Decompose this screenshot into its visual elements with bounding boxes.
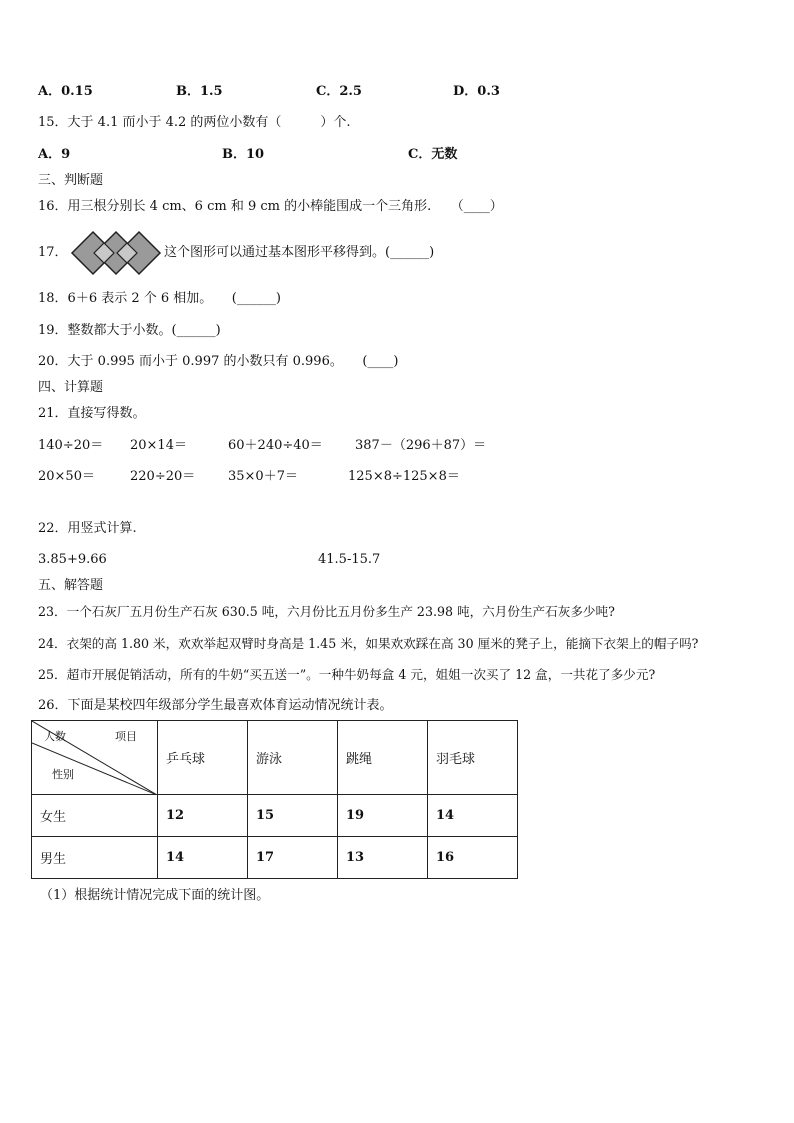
q15-option-c: C．无数 (408, 147, 458, 162)
table-cell: 19 (338, 795, 428, 837)
q14-option-c: C．2.5 (316, 84, 362, 99)
q17-text: 这个图形可以通过基本图形平移得到。(______) (164, 245, 435, 260)
q21-r2c4: 125×8÷125×8＝ (348, 469, 460, 484)
q21-r1c3: 60＋240÷40＝ (228, 438, 323, 453)
q18-text: 18．6＋6 表示 2 个 6 相加。 (______) (38, 291, 281, 306)
table-cell: 14 (428, 795, 518, 837)
q14-option-b: B．1.5 (176, 84, 223, 99)
q21-r2c1: 20×50＝ (38, 469, 95, 484)
header-gender-label: 性别 (52, 768, 74, 781)
q26-title: 26．下面是某校四年级部分学生最喜欢体育运动情况统计表。 (38, 698, 393, 713)
q14-option-d: D．0.3 (453, 84, 500, 99)
table-cell: 13 (338, 837, 428, 879)
q21-r1c1: 140÷20＝ (38, 438, 104, 453)
table-cell: 14 (158, 837, 248, 879)
q15-text: 15．大于 4.1 而小于 4.2 的两位小数有（ ）个. (38, 115, 351, 130)
column-header: 跳绳 (338, 721, 428, 795)
q21-r2c2: 220÷20＝ (130, 469, 196, 484)
section-4-heading: 四、计算题 (38, 380, 104, 395)
column-header: 游泳 (248, 721, 338, 795)
q21-r1c4: 387－（296＋87）＝ (355, 438, 487, 453)
table-cell: 12 (158, 795, 248, 837)
q20-text: 20．大于 0.995 而小于 0.997 的小数只有 0.996。 (____) (38, 354, 399, 369)
table-row (32, 837, 518, 879)
q15-option-a: A．9 (38, 147, 71, 162)
q17-number: 17． (38, 245, 68, 260)
section-5-heading: 五、解答题 (38, 578, 104, 593)
column-header: 羽毛球 (428, 721, 518, 795)
q23-text: 23．一个石灰厂五月份生产石灰 630.5 吨，六月份比五月份多生产 23.98 吨，六月份生产石灰多少吨? (38, 604, 615, 619)
table-header-row (32, 721, 518, 795)
section-3-heading: 三、判断题 (38, 173, 104, 188)
table-cell: 17 (248, 837, 338, 879)
sports-statistics-table (31, 720, 518, 879)
q19-text: 19．整数都大于小数。(______) (38, 323, 221, 338)
header-item-label: 项目 (115, 730, 137, 743)
q21-r1c2: 20×14＝ (130, 438, 187, 453)
column-header: 乒乓球 (158, 721, 248, 795)
table-row (32, 795, 518, 837)
q24-text: 24．衣架的高 1.80 米，欢欢举起双臂时身高是 1.45 米，如果欢欢踩在高 30 厘米的凳子上，能摘下衣架上的帽子吗? (38, 636, 699, 651)
q26-sub-question-1: （1）根据统计情况完成下面的统计图。 (40, 888, 270, 903)
q22-item-1: 3.85+9.66 (38, 552, 107, 567)
diagonal-header-cell (32, 721, 158, 795)
q21-title: 21．直接写得数。 (38, 406, 146, 421)
q21-r2c3: 35×0＋7＝ (228, 469, 298, 484)
overlapping-diamonds-figure (70, 230, 162, 276)
q22-title: 22．用竖式计算. (38, 521, 137, 536)
header-people-label: 人数 (44, 730, 66, 743)
q14-option-a: A．0.15 (38, 84, 93, 99)
q16-text: 16．用三根分别长 4 cm、6 cm 和 9 cm 的小棒能围成一个三角形. （____） (38, 199, 503, 214)
table-cell: 16 (428, 837, 518, 879)
row-label: 男生 (32, 837, 158, 879)
row-label: 女生 (32, 795, 158, 837)
q15-option-b: B．10 (222, 147, 265, 162)
q22-item-2: 41.5-15.7 (318, 552, 381, 567)
q25-text: 25．超市开展促销活动，所有的牛奶“买五送一”。一种牛奶每盒 4 元，姐姐一次买了 12 盒，一共花了多少元? (38, 667, 656, 682)
table-cell: 15 (248, 795, 338, 837)
